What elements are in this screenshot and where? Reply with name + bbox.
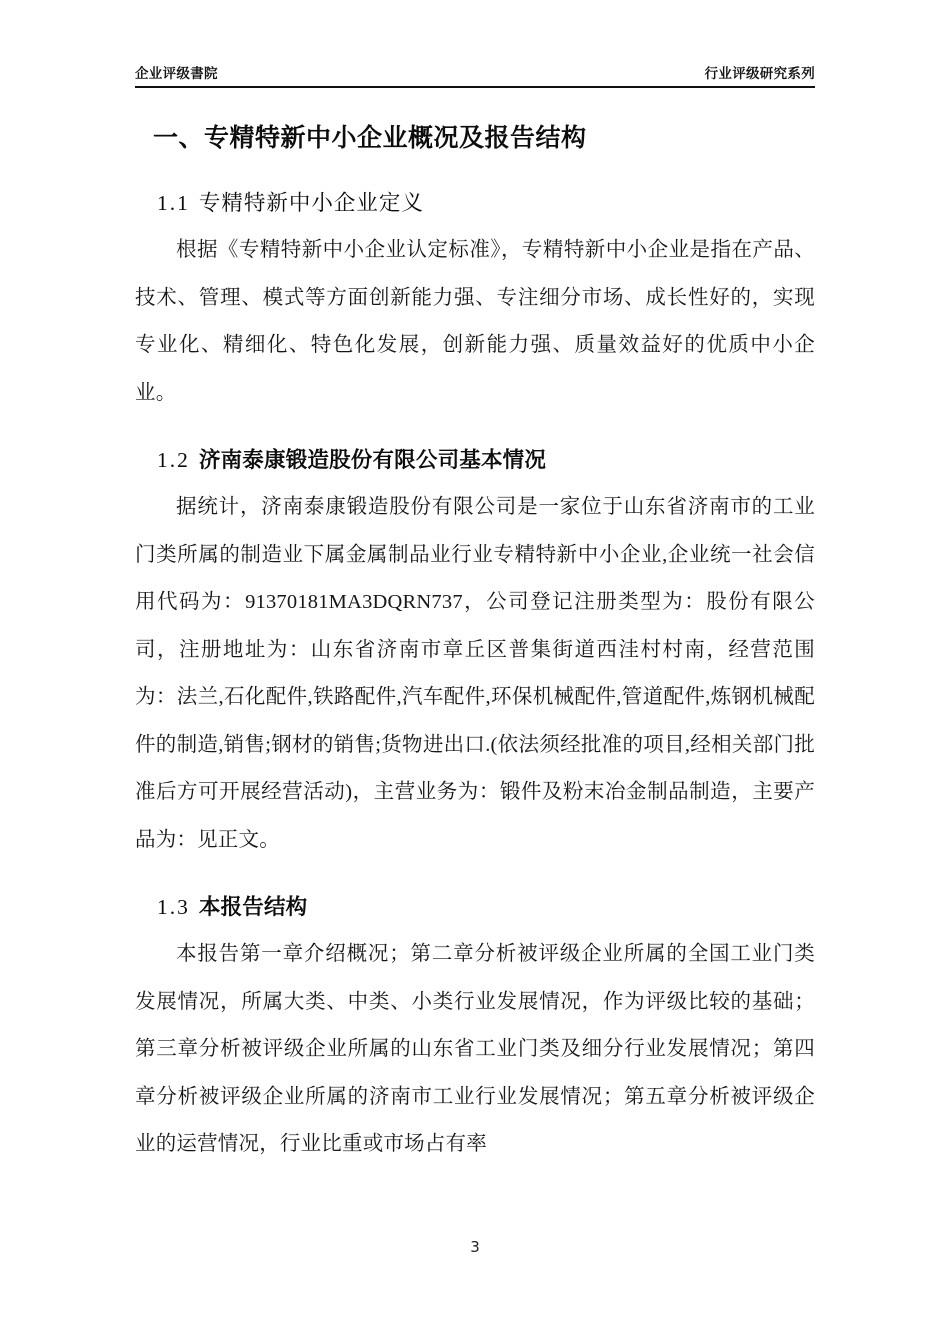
header-left-text: 企业评级書院	[135, 66, 218, 82]
section-label-1-3: 本报告结构	[198, 895, 308, 920]
chapter-heading: 一、专精特新中小企业概况及报告结构	[153, 123, 587, 152]
section-number-1-2: 1.2	[157, 448, 190, 472]
section-label-1-1: 专精特新中小企业定义	[198, 191, 424, 215]
section-paragraph-1-1: 根据《专精特新中小企业认定标准》，专精特新中小企业是指在产品、技术、管理、模式等方面创新能力强、专注细分市场、成长性好的，实现专业化、精细化、特色化发展，创新能力强、质量效益好的优质中小企业。	[135, 239, 815, 404]
running-header	[135, 62, 815, 88]
section-paragraph-1-3: 本报告第一章介绍概况；第二章分析被评级企业所属的全国工业门类发展情况，所属大类、中类、小类行业发展情况，作为评级比较的基础；第三章分析被评级企业所属的山东省工业门类及细分行业发展情况；第四章分析被评级企业所属的济南市工业行业发展情况；第五章分析被评级企业的运营情况，行业比重或市场占有率	[135, 943, 815, 1155]
section-label-1-2: 济南泰康锻造股份有限公司基本情况	[198, 448, 547, 473]
section-number-1-1: 1.1	[157, 191, 190, 215]
section-number-1-3: 1.3	[157, 895, 190, 919]
section-heading-1-2	[135, 417, 815, 478]
page-number: 3	[470, 1238, 480, 1256]
section-heading-1-1	[135, 160, 815, 221]
page-content	[135, 104, 815, 1169]
section-heading-1-3	[135, 864, 815, 925]
header-right-text: 行业评级研究系列	[704, 66, 815, 82]
section-paragraph-1-2: 据统计，济南泰康锻造股份有限公司是一家位于山东省济南市的工业门类所属的制造业下属金属制品业行业专精特新中小企业,企业统一社会信用代码为：91370181MA3DQRN737，公司登记注册类型为：股份有限公司，注册地址为：山东省济南市章丘区普集街道西洼村村南，经营范围为：法兰,石化配件,铁路配件,汽车配件,环保机械配件,管道配件,炼钢机械配件的制造,销售;钢材的销售;货物进出口.(依法须经批准的项目,经相关部门批准后方可开展经营活动)，主营业务为：锻件及粉末冶金制品制造，主要产品为：见正文。	[135, 496, 815, 851]
